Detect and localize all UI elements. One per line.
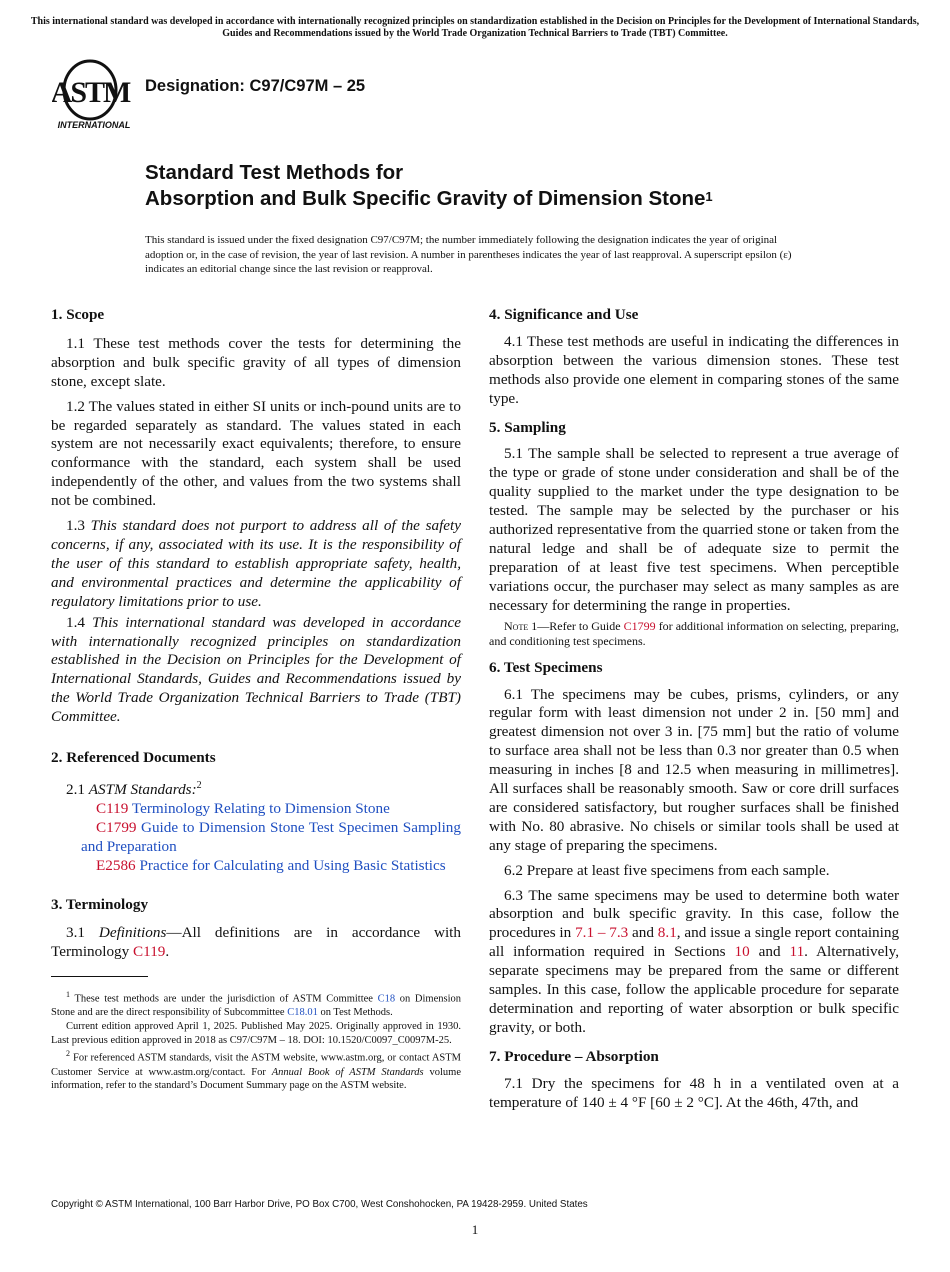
paragraph-1-2: 1.2 The values stated in either SI units or inch-pound units are to be regarded separately as standard. The values stated in each system are not necessarily exact equivalents; therefore, to ensure conformance with the standard, each system shall be used independently of the other, and values from the two systems shall not be combined.	[51, 397, 461, 510]
title-line-2: Absorption and Bulk Specific Gravity of Dimension Stone$^1$	[145, 187, 713, 210]
designation: Designation: C97/C97M – 25	[145, 77, 366, 95]
reference-item[interactable]: C1799 Guide to Dimension Stone Test Specimen Sampling and Preparation	[81, 818, 461, 855]
link-section-10[interactable]: 10	[734, 943, 750, 961]
footnote-1: $^1$ These test methods are under the jurisdiction of ASTM Committee C18 on Dimension Stone and are the direct responsibility of Subcommittee C18.01 on Test Methods.	[51, 990, 461, 1019]
section-heading-referenced-documents: 2. Referenced Documents	[51, 749, 216, 767]
right-column	[489, 306, 899, 1113]
link-section-11[interactable]: 11	[789, 943, 805, 961]
link-7-1-7-3[interactable]: 7.1 – 7.3	[575, 924, 629, 942]
reference-list	[51, 800, 461, 876]
link-c18-01[interactable]: C18.01	[287, 1007, 318, 1019]
link-8-1[interactable]: 8.1	[657, 924, 677, 942]
paragraph-1-3: 1.3 This standard does not purport to address all of the safety concerns, if any, associated with its use. It is the responsibility of the user of this standard to establish appropriate safety, health, and environmental practices and determine the applicability of regulatory limitations prior to use.	[51, 517, 462, 610]
note-1: Note 1—Refer to Guide C1799 for additional information on selecting, preparing, and conditioning test specimens.	[489, 618, 900, 648]
section-heading-scope: 1. Scope	[51, 306, 105, 323]
paragraph-1-1: 1.1 These test methods cover the tests for determining the absorption and bulk specific gravity of all types of dimension stone, except slate.	[51, 334, 461, 390]
paragraph-3-1: 3.1 Definitions—All definitions are in accordance with Terminology C119.	[51, 924, 461, 961]
logo-text: ASTM	[52, 76, 130, 109]
title-line-1: Standard Test Methods for	[145, 161, 404, 184]
astm-logo	[52, 58, 136, 132]
reference-item[interactable]: E2586 Practice for Calculating and Using Basic Statistics	[96, 856, 446, 874]
paragraph-6-1: 6.1 The specimens may be cubes, prisms, cylinders, or any regular form with least dimension not under 2 in. [50 mm] and greatest dimension not over 3 in. [75 mm] but the ratio of volume to surface area shall not be less than 0.3 nor greater than 0.5 when measuring in inches [8 and 12.5 when measuring in millimetres]. All surfaces shall be reasonably smooth. Saw or core drill surfaces are considered satisfactory, but rougher surfaces shall be finished with No. 80 abrasive. No chisels or similar tools shall be used at any stage of preparing the specimens.	[489, 685, 899, 854]
paragraph-5-1: 5.1 The sample shall be selected to represent a true average of the type or grade of stone under consideration and shall be of the quality supplied to the market under the type designation to be tested. The sample may be selected by the purchaser or his authorized representative from the quarried stone or taken from the natural ledge and shall be of adequate size to permit the preparation of at least five test specimens. When perceptible variations occur, the purchaser may select as many samples as are necessary for determining the range in properties.	[489, 445, 899, 614]
logo-subtext: INTERNATIONAL	[57, 120, 131, 130]
link-c1799[interactable]: C1799	[623, 618, 656, 633]
issuance-statement: This standard is issued under the fixed designation C97/C97M; the number immediately following the designation indicates the year of original adoption or, in the case of revision, the year of last revision. A number in parentheses indicates the year of last reapproval. A superscript epsilon (ε) indicates an editorial change since the last revision or reapproval.	[145, 234, 792, 276]
paragraph-1-4: 1.4 This international standard was developed in accordance with internationally recognized principles on standardization established in the Decision on Principles for the Development of International Standards, Guides and Recommendations issued by the World Trade Organization Technical Barriers to Trade (TBT) Committee.	[51, 613, 462, 726]
title-footnote-mark: 1	[705, 189, 713, 204]
section-heading-significance: 4. Significance and Use	[489, 306, 639, 323]
standards-notice: This international standard was developed in accordance with internationally recognized principles on standardization established in the Decision on Principles for the Development of International Standards, Guides and Recommendations issued by the World Trade Organization Technical Barriers to Trade (TBT) Committee.	[30, 16, 920, 39]
footnotes	[51, 988, 461, 1093]
paragraph-4-1: 4.1 These test methods are useful in indicating the differences in absorption between the various dimension stones. These test methods also provide one element in comparing stones of the same type.	[489, 332, 899, 407]
paragraph-7-1: 7.1 Dry the specimens for 48 h in a ventilated oven at a temperature of 140 ± 4 °F [60 ± 2 °C]. At the 46th, 47th, and	[489, 1074, 899, 1111]
section-heading-procedure-absorption: 7. Procedure – Absorption	[489, 1047, 659, 1065]
footnote-divider	[51, 976, 148, 977]
page-number: 1	[471, 1222, 479, 1237]
section-heading-sampling: 5. Sampling	[489, 418, 566, 436]
paragraph-2-1: 2.1 ASTM Standards:$^2$	[66, 779, 202, 798]
link-c119[interactable]: C119	[133, 943, 166, 961]
paragraph-6-2: 6.2 Prepare at least five specimens from each sample.	[504, 861, 830, 879]
link-c18[interactable]: C18	[377, 993, 396, 1005]
section-heading-terminology: 3. Terminology	[51, 895, 149, 913]
paragraph-6-3: 6.3 The same specimens may be used to determine both water absorption and bulk specific gravity. In this case, follow the procedures in 7.1 – 7.3 and 8.1, and issue a single report containing all information required in Sections 10 and 11. Alternatively, separate specimens may be prepared from the same or different samples. In this case, follow the applicable procedure for separate determination and reporting of water absorption or bulk specific gravity, or both.	[489, 886, 900, 1036]
footnote-edition: Current edition approved April 1, 2025. Published May 2025. Originally approved in 1930. Last previous edition approved in 2018 as C97/C97M – 18. DOI: 10.1520/C0097_C0097M-25.	[51, 1020, 461, 1046]
left-column	[51, 306, 461, 962]
section-heading-test-specimens: 6. Test Specimens	[489, 658, 603, 676]
footnote-2: $^2$ For referenced ASTM standards, visit the ASTM website, www.astm.org, or contact ASTM Customer Service at www.astm.org/contact. For Annual Book of ASTM Standards volume information, refer to the standard’s Document Summary page on the ASTM website.	[51, 1049, 462, 1092]
document-title	[145, 160, 713, 212]
copyright-notice: Copyright © ASTM International, 100 Barr Harbor Drive, PO Box C700, West Conshohocken, PA 19428-2959. United States	[51, 1199, 588, 1210]
reference-item[interactable]: C119 Terminology Relating to Dimension Stone	[96, 799, 390, 817]
